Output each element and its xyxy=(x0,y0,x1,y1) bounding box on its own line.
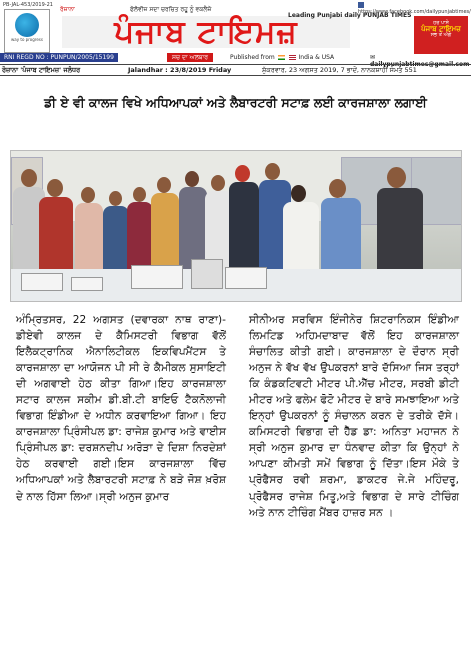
leading-line: Leading Punjabi daily PUNJAB TIMES xyxy=(288,12,412,19)
article-photo xyxy=(10,150,462,302)
mail-icon: ✉ xyxy=(370,54,376,61)
dateline xyxy=(0,64,471,76)
usa-flag-icon xyxy=(289,55,296,60)
article-body xyxy=(16,312,462,662)
facebook-link[interactable] xyxy=(358,2,471,15)
logo-caption: way to progress xyxy=(11,37,43,42)
email-text: dailypunjabtimes@gmail.com xyxy=(370,61,470,68)
dateline-date: Jalandhar : 23/8/2019 Friday xyxy=(128,66,232,74)
registration-number: PB-JAL-453/2019-21 xyxy=(3,2,53,8)
article-column-left: ਅੰਮ੍ਰਿਤਸਰ, 22 ਅਗਸਤ (ਦਵਾਰਕਾ ਨਾਥ ਰਾਣਾ)-ਡੀਏਵੀ ਕਾਲਜ ਦੇ ਕੈਮਿਸਟਰੀ ਵਿਭਾਗ ਵੱਲੋਂ ਇਲੈਕਟ੍ਰਾਨਿਕ ਐਨਾਲਿਟੀਕਲ ਇਕਵਿਪਮੈਂਟਸ ਤੇ ਕਾਰਜਸ਼ਾਲਾ ਦਾ ਆਯੋਜਨ ਪੀ ਸੀ ਰੇ ਕੈਮੀਕਲ ਸੁਸਾਇਟੀ ਦੀ ਅਗਵਾਈ ਹੇਠ ਕੀਤਾ ਗਿਆ।ਇਹ ਕਾਰਜਸ਼ਾਲਾ ਸਟਾਰ ਕਾਲਜ ਸਕੀਮ ਡੀ.ਬੀ.ਟੀ ਬਾਇਓ ਟੈਕਨੋਲਾਜੀ ਵਿਭਾਗ ਇੰਡੀਆ ਦੇ ਅਧੀਨ ਕਰਵਾਇਆ ਗਿਆ। ਇਹ ਕਾਰਜਸ਼ਾਲਾ ਪ੍ਰਿੰਸੀਪਲ ਡਾ: ਰਾਜੇਸ਼ ਕੁਮਾਰ ਅਤੇ ਵਾਈਸ ਪ੍ਰਿੰਸੀਪਲ ਡਾ: ਦਰਸ਼ਨਦੀਪ ਅਰੋੜਾ ਦੇ ਦਿਸ਼ਾ ਨਿਰਦੇਸ਼ਾਂ ਹੇਠ ਕਰਵਾਈ ਗਈ।ਇਸ ਕਾਰਜਸ਼ਾਲਾ ਵਿੱਚ ਅਧਿਆਪਕਾਂ ਅਤੇ ਲੈਬਾਰਟਰੀ ਸਟਾਫ਼ ਨੇ ਬੜੇ ਜੋਸ਼ ਖ਼ਰੋਸ਼ ਦੇ ਨਾਲ ਹਿੱਸਾ ਲਿਆ।ਸ੍ਰੀ ਅਨੁਜ ਕੁਮਾਰ xyxy=(16,314,226,503)
published-from xyxy=(230,54,334,61)
newspaper-title: ਪੰਜਾਬ ਟਾਇਮਜ਼ xyxy=(114,14,298,50)
tagline-slogan: ਫੋਲੋਵੀਜ਼ ਸਦਾ ਚਰਚਿਤ ਰਹੂ ਨੂੰ ਵਕਲੈਜ਼ੋ xyxy=(130,6,212,13)
promo-line-3: ਸਭ ਤੋਂ ਅੱਗੇ xyxy=(430,32,452,38)
published-from-label: Published from xyxy=(230,54,275,61)
masthead xyxy=(0,0,471,74)
promo-line-1: ਹਰ ਪਾਸੇ xyxy=(433,20,449,26)
tagline-daily: ਰੋਜ਼ਾਨਾ xyxy=(60,6,75,13)
rni-registration: RNI REGD NO : PUNPUN/2005/15199 xyxy=(0,53,118,62)
dateline-left: ਰੋਜ਼ਾਨਾ 'ਪੰਜਾਬ ਟਾਇਮਜ਼' ਜਲੰਧਰ xyxy=(2,66,81,74)
india-flag-icon xyxy=(278,55,285,60)
globe-icon xyxy=(15,13,39,37)
sach-label: ਸਚ ਦਾ ਅਲਬਾਰ xyxy=(167,53,213,62)
logo xyxy=(4,9,50,53)
article-headline: ਡੀ ਏ ਵੀ ਕਾਲਜ ਵਿਖੇ ਅਧਿਆਪਕਾਂ ਅਤੇ ਲੈਬਾਰਟਰੀ ਸਟਾਫ਼ ਲਈ ਕਾਰਜਸ਼ਾਲਾ ਲਗਾਈ xyxy=(44,95,427,110)
dateline-punjabi: ਸ਼ੁੱਕਰਵਾਰ, 23 ਅਗਸਤ 2019, 7 ਭਾਦੋਂ, ਨਾਨਕਸ਼ਾਹੀ ਸੰਮਤ 551 xyxy=(262,66,417,74)
promo-line-2: ਪੰਜਾਬ ਟਾਇਮਜ਼ xyxy=(421,25,461,33)
article-column-right: ਸੀਨੀਅਰ ਸਰਵਿਸ ਇੰਜੀਨੇਰ ਸ਼ਿਟਰਾਨਿਕਸ ਇੰਡੀਆ ਲਿਮਟਿਡ ਅਹਿਮਦਾਬਾਦ ਵੱਲੋਂ ਇਹ ਕਾਰਜਸ਼ਾਲਾ ਸੰਚਾਲਿਤ ਕੀਤੀ ਗਈ। ਕਾਰਜਸ਼ਾਲਾ ਦੇ ਦੌਰਾਨ ਸ੍ਰੀ ਅਨੁਜ ਨੇ ਵੱਖ ਵੱਖ ਉਪਕਰਨਾਂ ਬਾਰੇ ਦੱਸਿਆ ਜਿਸ ਤਰ੍ਹਾਂ ਕਿ ਕੰਡਕਟਿਵਟੀ ਮੀਟਰ ਪੀ.ਐੱਚ ਮੀਟਰ, ਸਰਬੀ ਡੀਟੀ ਮੀਟਰ ਅਤੇ ਫਲੇਮ ਫੋਟੋ ਮੀਟਰ ਦੇ ਬਾਰੇ ਸਮਝਾਇਆ ਅਤੇ ਇਨ੍ਹਾਂ ਉਪਕਰਨਾਂ ਨੂੰ ਸੰਚਾਲਨ ਕਰਨ ਦੇ ਤਰੀਕੇ ਦੱਸੇ।ਕਮਿਸਟਰੀ ਵਿਭਾਗ ਦੀ ਹੈੱਡ ਡਾ: ਅਨਿਤਾ ਮਹਾਜਨ ਨੇ ਸ੍ਰੀ ਅਨੁਜ ਕੁਮਾਰ ਦਾ ਧੰਨਵਾਦ ਕੀਤਾ ਕਿ ਉਨ੍ਹਾਂ ਨੇ ਆਪਣਾ ਕੀਮਤੀ ਸਮੇਂ ਵਿਭਾਗ ਨੂੰ ਦਿੱਤਾ।ਇਸ ਮੌਕੇ ਤੇ ਪ੍ਰੋਫੈਸਰ ਰਵੀ ਸ਼ਰਮਾ, ਡਾਕਟਰ ਜੇ.ਜੇ ਮਹਿੰਦਰੂ, ਪ੍ਰੋਫੈਸਰ ਰਾਜੇਸ਼ ਮਿਤੂ,ਅਤੇ ਵਿਭਾਗ ਦੇ ਸਾਰੇ ਟੀਚਿੰਗ ਅਤੇ ਨਾਨ ਟੀਚਿੰਗ ਮੈਂਬਰ ਹਾਜ਼ਰ ਸਨ । xyxy=(249,314,459,519)
facebook-icon xyxy=(358,2,364,8)
promo-box xyxy=(414,16,468,54)
facebook-url: https://www.facebook.com/dailypunjabtimes/ xyxy=(358,8,471,15)
title-box xyxy=(62,16,350,48)
countries: India & USA xyxy=(298,54,335,61)
